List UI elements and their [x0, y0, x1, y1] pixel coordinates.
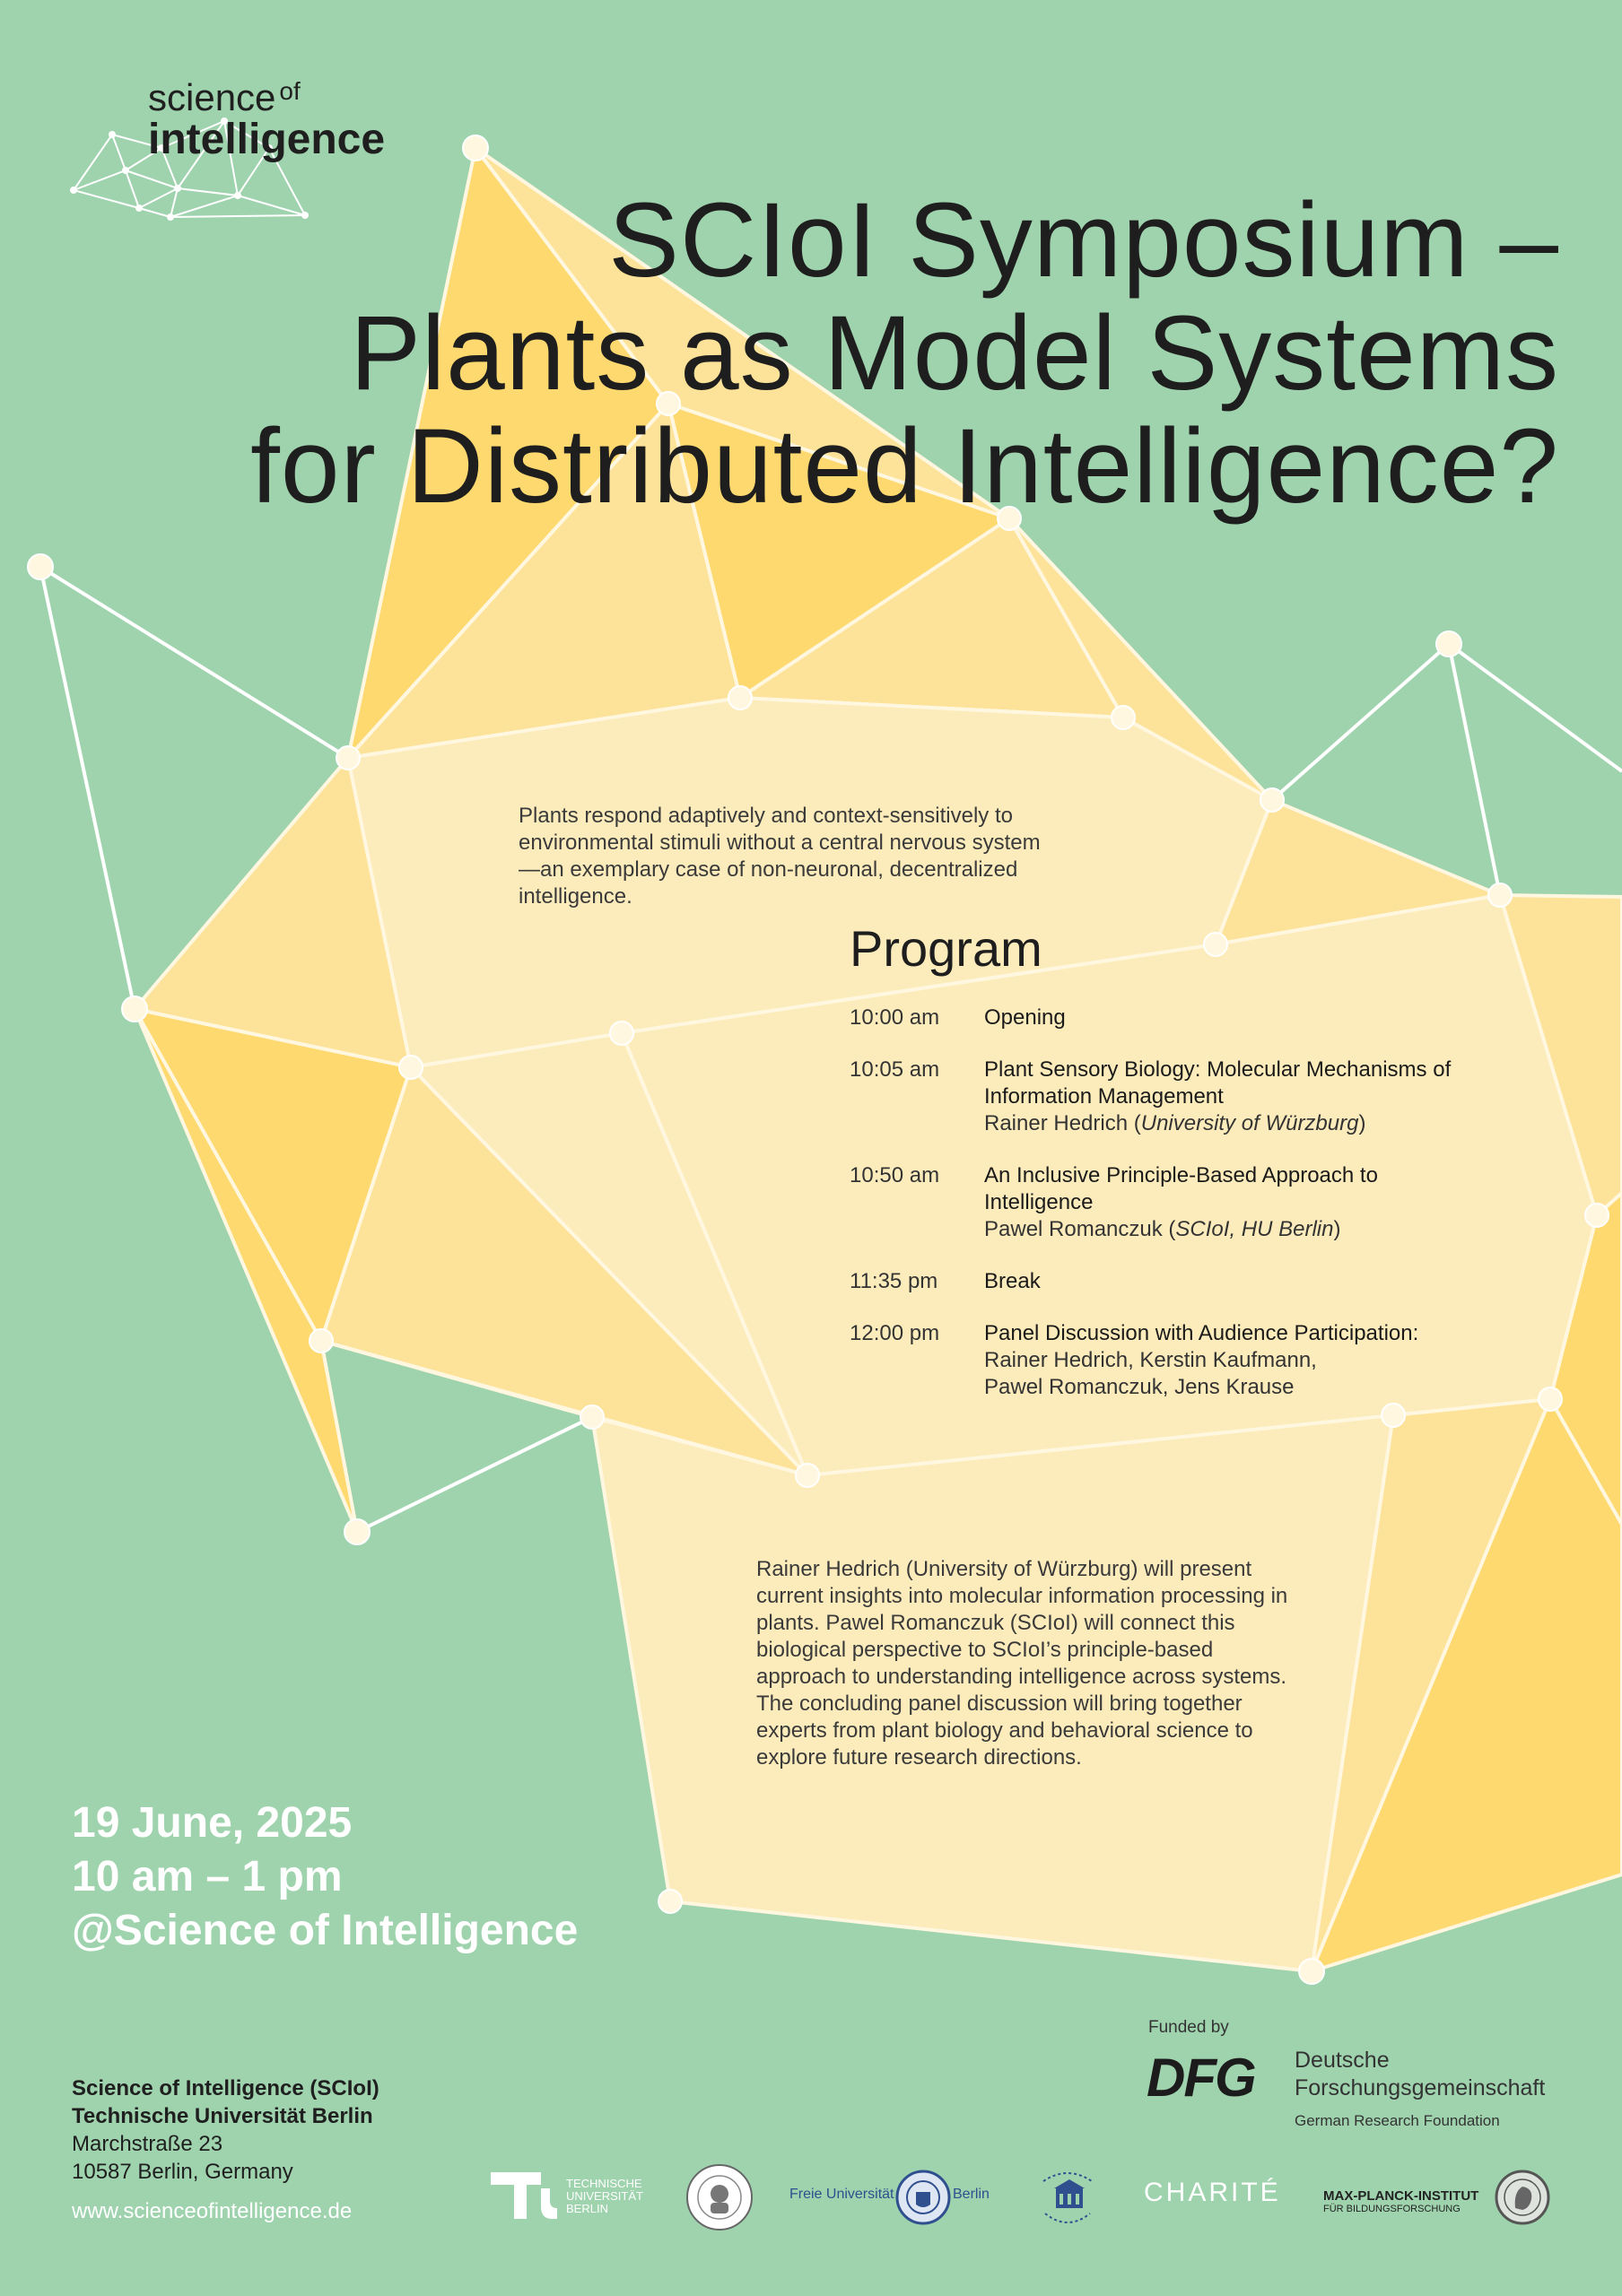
network-node	[1539, 1387, 1562, 1411]
program-item	[850, 1004, 1531, 1031]
event-description: Rainer Hedrich (University of Würzburg) will present current insights into molecular information processing in plants. Pawel Romanczuk (SCIoI) will connect this biological perspective to SCIoI’s principle-based approach to understanding intelligence across systems. The concluding panel discussion will bring together experts from plant biology and behavioral science to explore future research directions.	[756, 1557, 1288, 1770]
dfg-name-german: Deutsche Forschungsgemeinschaft	[1295, 2048, 1546, 2100]
program-title: An Inclusive Principle-Based Approach to Intelligence	[984, 1163, 1378, 1214]
program-time: 12:00 pm	[850, 1321, 940, 1345]
fu-berlin-seal-icon	[894, 2169, 952, 2226]
intro-text: Plants respond adaptively and context-sensitively to environmental stimuli without a central nervous system—an exemplary case of non-neuronal, decentralized intelligence.	[519, 804, 1041, 909]
network-node	[1260, 788, 1284, 812]
event-place: @Science of Intelligence	[72, 1907, 579, 1954]
logo-word-of: of	[279, 77, 301, 105]
address-uni: Technische Universität Berlin	[72, 2104, 373, 2128]
network-node	[463, 135, 488, 161]
program-title: Plant Sensory Biology: Molecular Mechanisms of Information Management	[984, 1057, 1452, 1109]
mpi-name-line-1: MAX-PLANCK-INSTITUT	[1323, 2188, 1479, 2204]
dfg-mark: DFG	[1147, 2048, 1255, 2108]
fu-berlin-name-left: Freie Universität	[789, 2187, 894, 2202]
network-node	[1488, 883, 1512, 907]
event-info	[72, 1796, 578, 1958]
program-item	[850, 1162, 1531, 1243]
network-node	[796, 1464, 819, 1487]
sciol-logo	[148, 76, 386, 163]
network-node	[610, 1022, 633, 1045]
program-title: Panel Discussion with Audience Participation:	[984, 1321, 1419, 1345]
address-block	[72, 2074, 379, 2186]
network-node	[399, 1056, 423, 1079]
fu-berlin-name-right: Berlin	[953, 2187, 990, 2202]
mpi-name-line-2: FÜR BILDUNGSFORSCHUNG	[1323, 2204, 1461, 2214]
network-node	[344, 1519, 370, 1544]
network-node	[336, 746, 360, 770]
network-node	[1299, 1959, 1324, 1984]
partner-logos	[484, 2161, 1561, 2233]
program-item	[850, 1057, 1531, 1137]
uni-potsdam-logo-icon	[1027, 2161, 1108, 2233]
event-date: 19 June, 2025	[72, 1799, 353, 1847]
program-list	[850, 1004, 1531, 1426]
address-city: 10587 Berlin, Germany	[72, 2160, 293, 2184]
title-line-2: Plants as Model Systems	[350, 294, 1559, 413]
logo-word-science: science	[148, 76, 276, 118]
network-node	[728, 686, 752, 709]
network-node	[122, 996, 147, 1022]
tu-berlin-logo: TECHNISCHE UNIVERSITÄT BERLIN	[489, 2169, 559, 2227]
address-org: Science of Intelligence (SCIoI)	[72, 2076, 379, 2100]
program-speaker: Pawel Romanczuk (SCIoI, HU Berlin)	[984, 1217, 1341, 1241]
program-time: 10:05 am	[850, 1057, 940, 1082]
network-node	[1436, 631, 1461, 657]
minerva-seal-icon	[1494, 2169, 1551, 2226]
dfg-logo	[1147, 2047, 1255, 2109]
dfg-name-english: German Research Foundation	[1295, 2112, 1500, 2129]
program-time: 10:00 am	[850, 1005, 940, 1030]
panel-members-line-1: Rainer Hedrich, Kerstin Kaufmann,	[984, 1348, 1317, 1372]
program-time: 11:35 pm	[850, 1269, 938, 1293]
tu-berlin-mark-icon	[489, 2169, 559, 2222]
page-title	[250, 181, 1559, 526]
network-node	[658, 1890, 682, 1913]
network-node	[28, 554, 53, 579]
network-node	[1585, 1204, 1609, 1227]
network-node	[580, 1405, 604, 1429]
title-line-3: for Distributed Intelligence?	[250, 407, 1559, 526]
funded-by-label: Funded by	[1148, 2018, 1229, 2037]
program-heading: Program	[850, 920, 1042, 977]
charite-logo: CHARITÉ	[1144, 2178, 1281, 2207]
speaker-affiliation: SCIoI, HU Berlin	[1175, 1217, 1334, 1241]
logo-word-intelligence: intelligence	[148, 116, 386, 163]
program-item	[850, 1320, 1531, 1401]
program-speaker: Rainer Hedrich (University of Würzburg)	[984, 1111, 1366, 1135]
panel-members-line-2: Pawel Romanczuk, Jens Krause	[984, 1375, 1295, 1399]
program-title: Opening	[984, 1005, 1066, 1030]
network-node	[310, 1329, 333, 1352]
address-street: Marchstraße 23	[72, 2132, 223, 2156]
title-line-1: SCIoI Symposium –	[608, 181, 1559, 300]
speaker-affiliation: University of Würzburg	[1140, 1111, 1359, 1135]
mpi-logo-text	[1323, 2190, 1503, 2215]
website-link[interactable]: www.scienceofintelligence.de	[72, 2199, 353, 2223]
network-node	[1112, 706, 1135, 729]
network-node	[1204, 933, 1227, 956]
program-title: Break	[984, 1269, 1041, 1293]
program-item	[850, 1268, 1531, 1295]
hu-berlin-seal-icon	[684, 2161, 755, 2233]
program-time: 10:50 am	[850, 1163, 940, 1187]
event-time: 10 am – 1 pm	[72, 1853, 343, 1900]
